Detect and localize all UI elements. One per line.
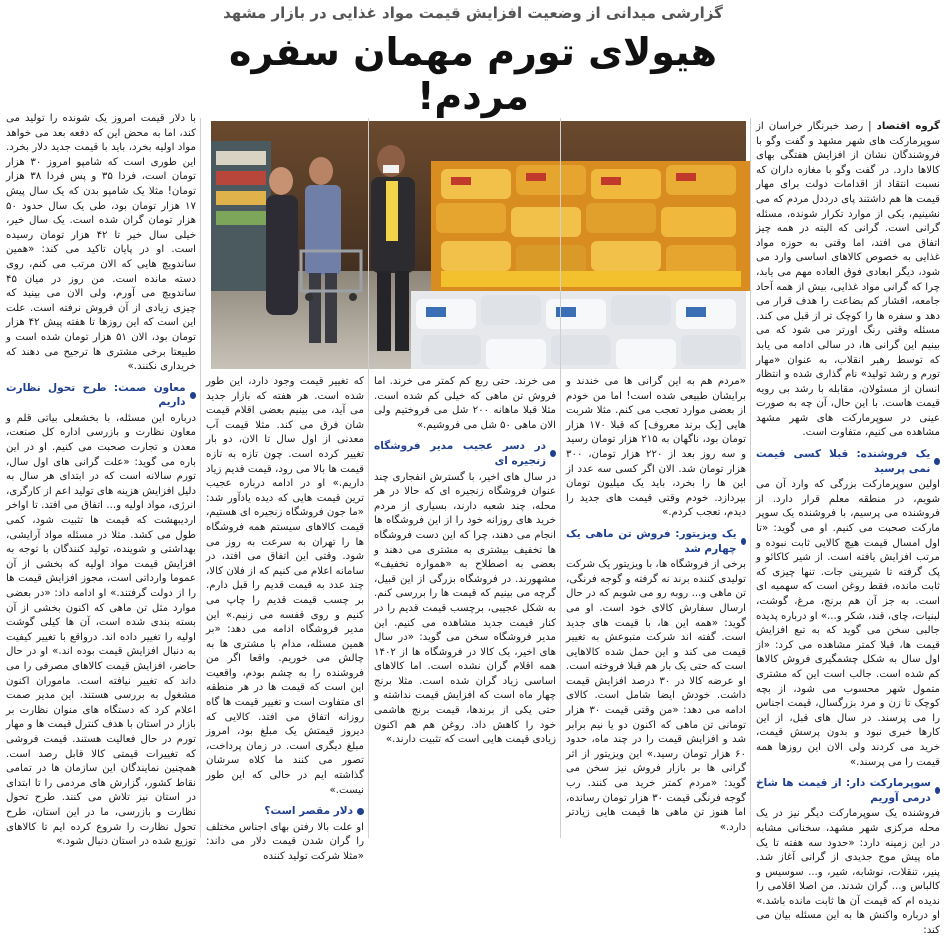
subheading [756, 776, 940, 805]
subheading [566, 527, 746, 556]
column-divider [368, 118, 369, 838]
column-divider [200, 118, 201, 838]
supermarket-photo-illustration [211, 121, 746, 369]
subheading-text: دلار مقصر است؟ [264, 805, 353, 818]
article-paragraph: او علت بالا رفتن بهای اجناس مختلف را گران شدن قیمت دلار می داند: «مثلا شرکت تولید کننده [206, 821, 364, 862]
bullet-icon [934, 458, 940, 465]
headline: هیولای تورم مهمان سفره مردم! [229, 30, 717, 118]
column-mid-right [374, 375, 556, 840]
bullet-icon [550, 450, 556, 457]
article-paragraph: از سوپرمارکت های شهر مشهد و گفت وگو با فروشندگان نشان از افزایش هفتگی بهای کالاها دارد. در گفت وگو با مغازه داران که نسبت انتقاد از اقدامات دولت برای مهار قیمت ها هم داشتند پای درددل مردم که می نشینیم، یکی از موارد تکرار شونده، مسئله گرانی است. گرانی که البته در همه چیز اتفاق می افتد، اما وقتی به حوزه مواد غذایی به خصوص کالاهای اساسی وارد می شود، دیگر ابعادی فوق العاده مهم می یابد، چرا که گرانی مواد غذایی، بیش از همه آحاد جامعه، اقشار کم بضاعت را هدف قرار می دهد و سفره ها را کوچک تر از قبل می کند. مسئله وقتی رنگ اورتر می شود که می بینیم این گرانی ها، در سالی ادامه می یابد که توسط رهبر انقلاب، به عنوان «مهار تورم و رشد تولید» نام گذاری شده و انتظار انسان از مسئولان، مقابله با رشد بی رویه قیمت هاست. با این حال، آن چه به صورت عینی در سوپرمارکت های شهر مشهد مشاهده می کنیم، متفاوت است. [756, 121, 940, 439]
column-left [6, 112, 196, 848]
article-paragraph: با دلار قیمت امروز یک شونده را تولید می کند، اما به محض این که دفعه بعد می خواهد مواد اولیه بخرد، باید با قیمت جدید دلار بخرد. این طوری است که شامپو امروز ۳۰ هزار تومان است، فردا ۳۵ و پس فردا ۳۸ هزار تومان! مثلا یک شامپو بدن که یک سال پیش ۱۷ هزار تومان بود، طی یک سال حدود ۵۰ هزار تومان گران شده است. یک سال خیر، خیلی سال خیر تا ۴۲ هزار تومان رسیده است. او در پایان تاکید می کند: «همین ساندویچ هایی که الان مرتب می کنم، روی دسته مانده است. من روز در میان ۴۵ ساندویچ می آورم، ولی الان می بینید که چیزی زیادی از آن فروش نرفته است. علت این است که این روزها تا هفته پیش ۴۲ هزار تومان بود، الان ۵۱ هزار تومان شده است و طبیعتا برخی مشتری ها ترجیح می دهند که خریداری نکنند.» [6, 113, 196, 373]
article-paragraph: اولین سوپرمارکت بزرگی که وارد آن می شویم، در منطقه معلم قرار دارد. از فروشنده می پرسیم، با فروشنده یک سوپر مارکت صحبت می کنیم. او می گوید: «تا اول امسال قیمت هیچ کالایی ثابت نبوده و مرتب افزایش یافته است. از شیر کاکائو و پک گرفته تا شیرینی جات. تنها چیزی که ثابت مانده، فقط روغن است که سهمیه ای است. به جز آن هم برنج، مرغ، گوشت، لبنیات، چای، قند، شکر و...» او درباره پدیده جالبی سخن می گوید که به تبع افزایش قیمت ها، قبلا کمتر مشاهده می کرد: «از اول سال به شکل چشمگیری فروش کالاها کم شده است. جالب است این که مشتری متمول شهر محسوب می شود، از بچه کوچک تا زن و مرد بزرگسال، قیمت اجناس را می پرسند. در سال های قبل، از این کارها خبری نبود و بدون پرسش قیمت، خرید می کردند ولی الان این روزها همه قیمت را می پرسند.» [756, 479, 940, 768]
article-paragraph: درباره این مسئله، با بخشعلی بیاتی قلم و معاون نظارت و بازرسی اداره کل صنعت، معدن و تجارت صحبت می کنیم. او در این باره می گوید: «علت گرانی های اول سال، تورم سالانه است که در ابتدای هر سال به دلیل افزایش هزینه های تولید اعم از کارگری، انرژی، مواد اولیه و... اتفاق می افتد. تا اواخر اردیبهشت که قیمت ها تثبیت شود، کمی طول می کشد. مثلا در مسئله مواد آرایشی، بهداشتی و شوینده، تولید کنندگان با توجه به افزایش قیمت مواد اولیه که بخشی از آن عموما وارداتی است، مجوز افزایش قیمت ها را از دولت گرفتند.» او ادامه داد: «در بعضی موارد مثل تن ماهی که اکنون بخشی از آن بسته بندی شده است، آن ها کیلی گوشت اولیه را تغییر داده اند. درواقع با تغییر کیفیت به دنبال افزایش قیمت بوده اند.» او در حال حاضر، افزایش قیمت کالاهای مصرفی را می داند که تغییر نیافته است. ماموران اکنون مشغول به بررسی هستند. این مدیر صمت اعلام کرد که دستگاه های منوان نظارت بر بازار در استان با هدف کنترل قیمت ها و مهار تورم در حال فعالیت هستند. قیمت فروشی که تغییرات قیمتی کالا قابل رصد است. همچنین نمایندگان این سازمان ها در تمامی نقاط کشور، گزارش های مردمی را تا ابتدای در استان نیز تلاش می کنند. طرح تحول نظارت و بازرسی، ما در این استان، طرح تحول نظارت را شروع کرده ایم تا کالاهای توزیع شده در استان دنبال شود.» [6, 412, 196, 848]
bullet-icon [741, 538, 746, 545]
column-center [566, 375, 746, 840]
article-paragraph: «مردم هم به این گرانی ها می خندند و برایشان طبیعی شده است! اما من خودم از بعضی موارد تعجب می کنم. مثلا شربت هایی [یک برند معروف] که قبلا ۱۷۰ هزار تومان بود، ناگهان به ۲۱۵ هزار تومان رسید و سه روز بعد از ۲۲۰ هزار تومان، ۳۰۰ هزار تومان شد. الان اگر کسی سه عدد از این ها را بخرد، باید یک میلیون تومان بپردازد. خودم وقتی قیمت های جدید را دیدم، تعجب کردم.» [566, 376, 746, 519]
article-paragraph: که تغییر قیمت وجود دارد، این طور شده است. هر هفته که بازار جدید می آید، می بینیم بعضی اقلام قیمت شان فرق می کند. مثلا قیمت آب معدنی از اول سال تا الان، دو بار تغییر کرده است. چون تازه به تازه قیمت ها بالا می رود، قیمت قدیم زیاد داریم.» او در ادامه درباره عجیب ترین قیمت هایی که دیده یادآور شد: «ما جون فروشگاه زنجیره ای هستیم، قیمت کالاهای سیستم همه فروشگاه ها را تهران به سرعت به روز می شود. وقتی این اتفاق می افتد، در سامانه اعلام می کنیم که از فلان کالا، چند عدد به قیمت قدیم را قبل دارم. بر چسب قیمت قدیم را چاپ می کنیم و روی قفسه می زنیم.» این مدیر فروشگاه ادامه می دهد: «بر همین مسئله، مدام با مشتری ها به چالش می خوریم. واقعا اگر من فروشنده را به چشم بودم، واقعیت این است که قیمت ها در هر منطقه ای متفاوت است و تغییر قیمت ها گاه روزانه اتفاق می افتد. کالایی که دیروز قیمتش یک مبلغ بود، امروز مبلغ دیگری است. در زمان پرداخت، تصور می کنند ما کلاه سرشان گذاشته ایم در حالی که این طور نیست.» [206, 376, 364, 796]
subheading [374, 439, 556, 468]
subheading-text: سوپرمارکت دار: از قیمت ها شاخ درمی آوریم [756, 777, 931, 804]
article-paragraph: فروشنده یک سوپرمارکت دیگر نیز در یک محله مرکزی شهر مشهد، سخنانی مشابه در این زمینه دارد: «حدود سه هفته تا یک ماه پیش موج جدیدی از گرانی آغاز شد. پنیر، تنقلات، نوشابه، شیر، و... سوسیس و کالباس و... گران شدند. من اصلا اقلامی را ندیده ام که قیمت آن ها ثابت مانده باشد.» او درباره واکنش ها به این مسئله بیان می کند: [756, 808, 940, 937]
column-right [756, 120, 940, 937]
byline-reporter: رصد خبرنگار خراسان [768, 121, 864, 132]
byline-separator: | [863, 121, 872, 132]
subheading-text: در دسر عجیب مدیر فروشگاه زنجیره ای [374, 440, 547, 467]
column-divider [560, 118, 561, 838]
subheading-text: یک فروشنده: قبلا کسی قیمت نمی پرسید [756, 448, 931, 475]
bullet-icon [190, 392, 196, 399]
column-mid-left [206, 375, 364, 862]
kicker: گزارشی میدانی از وضعیت افزایش قیمت مواد غذایی در بازار مشهد [223, 4, 723, 22]
bullet-icon [357, 808, 364, 815]
byline-section: گروه اقتصاد [876, 121, 940, 132]
subheading [6, 381, 196, 410]
subheading [756, 447, 940, 476]
article-paragraph: برخی از فروشگاه ها، با ویزیتور یک شرکت تولیدی کننده برند نه گرفته و گوجه فرنگی، تن ماهی و... روبه رو می شویم که در حال ارسال سفارش کالای خود است. او می گوید: «همه این ها، با قیمت های جدید است. گفته اند شرکت متبوعش به تغییر قیمت می کند و این حمل شده کالاهایی است که حتی یک بار هم قبلا فروخته است. او عرضه کالا در ۳۰ درصد افزایش قیمت داشت. خودش ایضا شامل است. کالای ادامه می دهد: «من وقتی قیمت ۳۰ هزار تومانی تن ماهی که اکنون دو یا نیم برابر شد و افزایش قیمت را در چند ماه، حدود ۶۰ هزار تومان رسید.» این ویزیتور از اثر گرانی ها بر بازار فروش نیز سخن می گوید: «مردم کمتر خرید می کنند. رب گوجه فرنگی قیمت ۳۰ هزار تومان رسانده، اما هنوز تن ماهی ها قیمت هایی زیادتر دارد.» [566, 559, 747, 833]
subheading [206, 804, 364, 819]
column-divider [750, 118, 751, 838]
article-paragraph: در سال های اخیر، با گسترش انفجاری چند عنوان فروشگاه زنجیره ای که حالا در هر محله، چند شعبه دارند، بسیاری از مردم خرید های روزانه خود را از این فروشگاه ها انجام می دهند، چرا که این دست فروشگاه ها تخفیف بیشتری به مشتری می دهند و بعضی به اصطلاح به «همواره تخفیف» مشهورند. در فروشگاه بزرگی از این قبیل، گرچه می بینیم که قیمت ها را بررسی کنم. به شکل عجیبی، برچسب قیمت قدیم را در کنار قیمت جدید مشاهده می کنیم. این مدیر فروشگاه سخن می گوید: «در سال های اخیر، یک کالا در فروشگاه ها از ۱۴۰۲ همه اقلام گران نشده است. اما کالاهای اساسی زیاد گران شده است. مثلا برنج چهار ماه است که افزایش قیمت نداشته و حتی یکی از برندها، قیمت برنج هاشمی خود را کاهش داد. روغن هم هم اکنون زیادی قیمت هایی است که تثبیت دارند.» [374, 471, 556, 746]
subheading-text: معاون صمت: طرح تحول نظارت داریم [6, 381, 186, 409]
article-paragraph: می خرند. حتی ربع کم کمتر می خرند. اما فروش تن ماهی که خیلی کم شده است. مثلا قبلا ماهانه ۲۰۰ شل می فروختیم ولی الان ماهی ۵۰ شل می فروشیم.» [374, 376, 556, 431]
bullet-icon [935, 787, 940, 794]
subheading-text: یک ویزیتور: فروش تن ماهی یک چهارم شد [566, 527, 737, 555]
supermarket-photo [211, 121, 746, 369]
